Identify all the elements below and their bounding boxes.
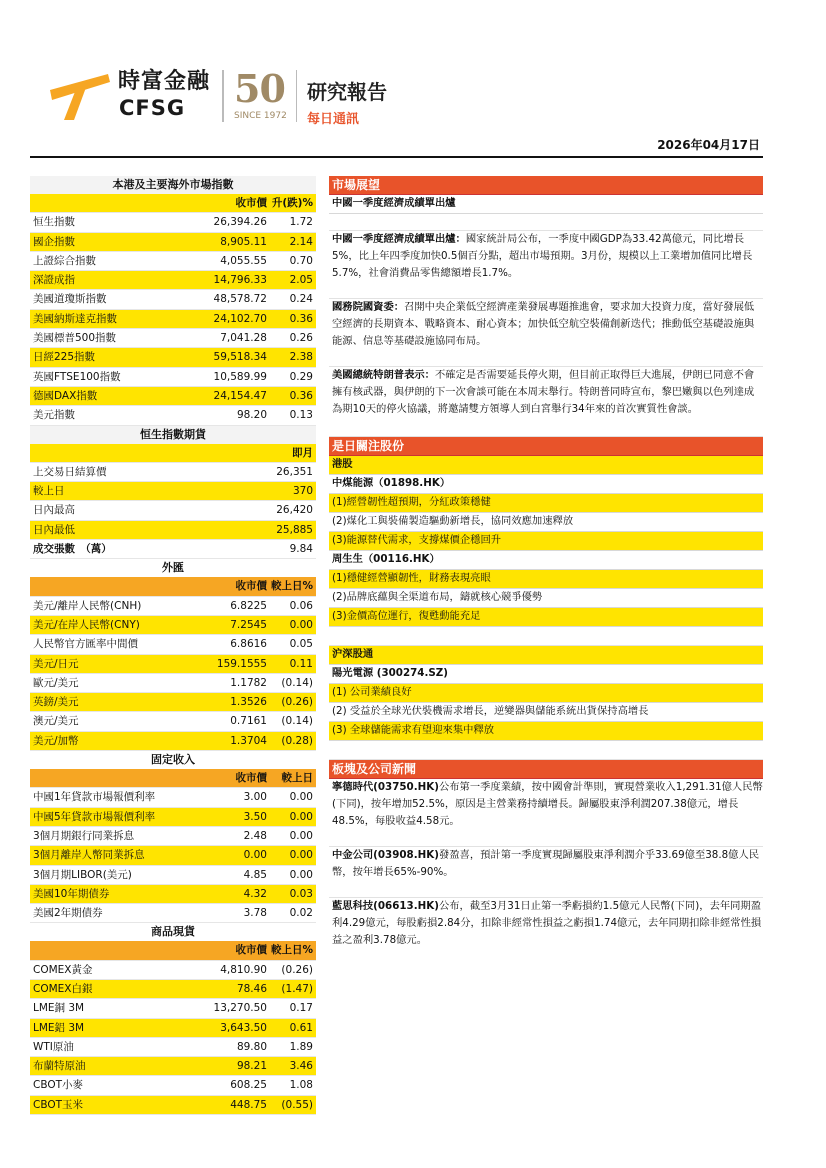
table-row	[30, 980, 316, 999]
row-label: 美元/在岸人民幣(CNY)	[33, 618, 140, 631]
row-change: 0.36	[289, 312, 313, 325]
row-value: 48,578.72	[213, 293, 267, 306]
paragraph-text: 國家統計局公布，一季度中國GDP為33.42萬億元，同比增長5%，比上年四季度加快0.5個百分點，超出市場預期。3月份，規模以上工業增加值同比增長5.7%，社會消費品零售總額增長1.7%。	[332, 233, 753, 279]
table-row	[30, 846, 316, 865]
row-label: 美國10年期債券	[33, 887, 110, 900]
table-row	[30, 674, 316, 693]
row-value: 6.8616	[230, 638, 267, 651]
brand-name-en: CFSG	[119, 96, 186, 120]
row-label: CBOT玉米	[33, 1098, 84, 1111]
outlook-paragraph	[329, 299, 763, 350]
table-row	[30, 961, 316, 980]
table-row	[30, 655, 316, 674]
col-header: 收市價	[235, 580, 267, 593]
news-item	[329, 898, 763, 949]
table-row	[30, 999, 316, 1018]
spacer	[329, 627, 763, 646]
commodities-title: 商品現貨	[30, 923, 316, 941]
row-change: 0.03	[289, 887, 313, 900]
spacer	[329, 741, 763, 760]
row-change: 1.89	[289, 1040, 313, 1053]
row-label: 英國FTSE100指數	[33, 370, 121, 383]
fixed-income-body	[30, 788, 316, 923]
report-title: 研究報告	[307, 80, 387, 104]
table-row	[30, 271, 316, 290]
row-value: 89.80	[236, 1040, 267, 1053]
stock-name: 中煤能源（01898.HK）	[329, 475, 763, 494]
row-label: 深證成指	[33, 274, 75, 287]
row-value: 448.75	[230, 1098, 267, 1111]
row-change: 0.05	[289, 638, 313, 651]
spacer	[329, 350, 763, 367]
row-label: LME鋁 3M	[33, 1021, 85, 1034]
outlook-paragraph	[329, 367, 763, 418]
table-row	[30, 827, 316, 846]
indices-title: 本港及主要海外市場指數	[30, 176, 316, 194]
table-row	[30, 808, 316, 827]
commodities-header-row	[30, 941, 316, 960]
col-header: 較上日	[281, 772, 313, 785]
row-value: 159.1555	[216, 657, 267, 670]
table-row	[30, 387, 316, 406]
stock-name: 周生生（00116.HK）	[329, 551, 763, 570]
row-value: 3.50	[243, 810, 267, 823]
row-label: LME銅 3M	[33, 1002, 85, 1015]
row-change: 0.11	[289, 657, 313, 670]
stock-point: (2)品牌底蘊與全渠道布局，鑄就核心競爭優勢	[329, 589, 763, 608]
row-label: 日經225指數	[33, 351, 96, 364]
row-change: 0.26	[289, 332, 313, 345]
row-label: 恒生指數	[33, 216, 75, 229]
row-label: 3個月離岸人幣同業拆息	[33, 849, 145, 862]
row-change: 0.00	[289, 829, 313, 842]
stock-point: (3)能源替代需求，支撐煤價企穩回升	[329, 532, 763, 551]
row-label: 美國納斯達克指數	[33, 312, 117, 325]
row-value: 10,589.99	[213, 370, 267, 383]
table-row	[30, 1057, 316, 1076]
table-row	[30, 463, 316, 482]
fx-title: 外匯	[30, 559, 316, 577]
fx-header-row	[30, 577, 316, 596]
report-date: 2026年04月17日	[657, 138, 760, 152]
row-value: 24,102.70	[213, 312, 267, 325]
row-change: 0.24	[289, 293, 313, 306]
row-label: 美元指數	[33, 409, 75, 422]
news-text: 公布第一季度業績，按中國會計準則，實現營業收入1,291.31億人民幣(下同)，按年增加52.5%，原因是主營業務持續增長。歸屬股東淨利潤207.38億元，增長48.5%，每股收益4.58元。	[332, 781, 763, 827]
spacer	[329, 881, 763, 898]
futures-header-row	[30, 444, 316, 463]
row-value: 7,041.28	[220, 332, 267, 345]
stock-point: (1)經營韌性超預期，分紅政策穩健	[329, 494, 763, 513]
row-value: 1.3526	[230, 696, 267, 709]
report-subtitle: 每日通訊	[307, 112, 360, 127]
row-value: 14,796.33	[213, 274, 267, 287]
row-value: 0.7161	[230, 715, 267, 728]
row-label: 較上日	[33, 485, 65, 498]
row-label: COMEX黃金	[33, 963, 93, 976]
col-header: 即月	[292, 446, 313, 459]
row-change: 0.70	[289, 254, 313, 267]
row-value: 26,394.26	[213, 216, 267, 229]
row-label: COMEX白銀	[33, 982, 93, 995]
outlook-paragraphs	[329, 231, 763, 418]
row-label: 國企指數	[33, 235, 75, 248]
row-value: 9.84	[289, 543, 313, 556]
header-rule	[30, 156, 763, 158]
table-row	[30, 310, 316, 329]
table-row	[30, 521, 316, 540]
row-value: 2.48	[243, 829, 267, 842]
row-label: 美元/加幣	[33, 734, 79, 747]
col-header: 升(跌)%	[271, 197, 313, 209]
paragraph-lead: 國務院國資委：	[332, 301, 405, 313]
row-label: 上交易日結算價	[33, 465, 107, 478]
row-value: 7.2545	[230, 618, 267, 631]
row-value: 3,643.50	[220, 1021, 267, 1034]
row-value: 3.00	[243, 791, 267, 804]
row-value: 26,351	[276, 465, 313, 478]
spacer	[329, 282, 763, 299]
paragraph-lead: 中國一季度經濟成績單出爐：	[332, 233, 466, 245]
table-row	[30, 368, 316, 387]
paragraph-text: 不確定是否需要延長停火期，但目前正取得巨大進展，伊朗已同意不會擁有核武器，與伊朗的下一次會談可能在本周末舉行。特朗普同時宣布，黎巴嫩與以色列達成為期10天的停火協議，將邀請雙方領導人到白宮舉行34年來的首次實質性會談。	[332, 369, 755, 415]
row-change: (0.26)	[281, 963, 313, 976]
row-value: 98.20	[236, 409, 267, 422]
row-change: 0.17	[289, 1002, 313, 1015]
stock-point: (3)金價高位運行，復甦動能充足	[329, 608, 763, 627]
commentary-column	[329, 176, 763, 949]
table-row	[30, 1096, 316, 1115]
table-row	[30, 712, 316, 731]
table-row	[30, 252, 316, 271]
table-row	[30, 788, 316, 807]
spacer	[329, 214, 763, 231]
col-header: 收市價	[235, 197, 267, 209]
row-value: 78.46	[236, 982, 267, 995]
table-row	[30, 348, 316, 367]
table-row	[30, 290, 316, 309]
spacer	[329, 418, 763, 437]
row-change: 0.61	[289, 1021, 313, 1034]
row-label: 歐元/美元	[33, 676, 79, 689]
table-row	[30, 693, 316, 712]
futures-body	[30, 463, 316, 559]
news-item	[329, 847, 763, 881]
row-change: 2.14	[289, 235, 313, 248]
row-value: 59,518.34	[213, 351, 267, 364]
table-row	[30, 540, 316, 559]
row-value: 0.00	[243, 849, 267, 862]
row-value: 4.85	[243, 868, 267, 881]
table-row	[30, 597, 316, 616]
row-change: 0.00	[289, 810, 313, 823]
row-value: 26,420	[276, 504, 313, 517]
row-value: 608.25	[230, 1079, 267, 1092]
row-label: 日內最高	[33, 504, 75, 517]
news-text: 發盈喜，預計第一季度實現歸屬股東淨利潤介乎33.69億至38.8億人民幣，按年增長65%-90%。	[332, 849, 760, 878]
row-change: (0.14)	[281, 676, 313, 689]
row-label: 德國DAX指數	[33, 389, 98, 402]
row-value: 1.3704	[230, 734, 267, 747]
row-change: 0.36	[289, 389, 313, 402]
row-label: 上證綜合指數	[33, 254, 96, 267]
row-label: 3個月期銀行同業拆息	[33, 829, 135, 842]
row-change: 1.08	[289, 1079, 313, 1092]
table-row	[30, 1038, 316, 1057]
col-header: 收市價	[235, 772, 267, 785]
stocks-title: 是日關注股份	[329, 437, 763, 456]
spacer	[329, 830, 763, 847]
header-divider	[296, 70, 297, 122]
row-change: (0.14)	[281, 715, 313, 728]
table-row	[30, 635, 316, 654]
news-item	[329, 779, 763, 830]
outlook-title: 市場展望	[329, 176, 763, 195]
row-change: 0.02	[289, 907, 313, 920]
row-label: 成交張數 （萬）	[33, 543, 112, 556]
row-label: 美元/日元	[33, 657, 79, 670]
col-header: 較上日%	[270, 944, 313, 957]
news-text: 公布，截至3月31日止第一季虧損約1.5億元人民幣(下同)，去年同期盈利4.29億元，每股虧損2.84分，扣除非經常性損益之虧損1.74億元，去年同期扣除非經常性損益之盈利3.78億元。	[332, 900, 762, 946]
fixed-income-header-row	[30, 769, 316, 788]
col-header: 較上日%	[270, 580, 313, 593]
stock-point: (1)穩健經營顯韌性，財務表現亮眼	[329, 570, 763, 589]
row-value: 13,270.50	[213, 1002, 267, 1015]
row-label: CBOT小麥	[33, 1079, 84, 1092]
futures-title: 恒生指數期貨	[30, 426, 316, 444]
row-change: 0.06	[289, 599, 313, 612]
col-header: 收市價	[235, 944, 267, 957]
row-value: 1.1782	[230, 676, 267, 689]
row-label: 人民幣官方匯率中間價	[33, 638, 138, 651]
stock-name: 陽光電源 (300274.SZ)	[329, 665, 763, 684]
row-label: 英鎊/美元	[33, 696, 79, 709]
row-change: 0.00	[289, 618, 313, 631]
cfsg-logo-icon	[48, 70, 118, 122]
row-change: 0.00	[289, 868, 313, 881]
row-change: (1.47)	[281, 982, 313, 995]
outlook-paragraph	[329, 231, 763, 282]
table-row	[30, 482, 316, 501]
stock-point: (3) 全球儲能需求有望迎來集中釋放	[329, 722, 763, 741]
row-change: 0.29	[289, 370, 313, 383]
anniversary-mark: 50	[234, 66, 285, 111]
row-change: 3.46	[289, 1060, 313, 1073]
header-divider	[222, 70, 224, 122]
market-tables	[30, 176, 316, 1115]
news-company: 寧德時代(03750.HK)	[332, 781, 439, 793]
row-label: 3個月期LIBOR(美元)	[33, 868, 132, 881]
hk-stocks-list	[329, 475, 763, 627]
row-value: 4,810.90	[220, 963, 267, 976]
row-change: 1.72	[289, 216, 313, 229]
row-label: 布蘭特原油	[33, 1060, 86, 1073]
row-change: (0.26)	[281, 696, 313, 709]
row-change: 2.38	[289, 351, 313, 364]
row-value: 25,885	[276, 523, 313, 536]
table-row	[30, 213, 316, 232]
row-value: 3.78	[243, 907, 267, 920]
row-change: 0.00	[289, 791, 313, 804]
a-stocks-list	[329, 665, 763, 741]
table-row	[30, 616, 316, 635]
row-label: 美元/離岸人民幣(CNH)	[33, 599, 142, 612]
hk-stocks-label: 港股	[329, 456, 763, 475]
row-value: 370	[292, 485, 313, 498]
stock-point: (2)煤化工與裝備製造驅動新增長，協同效應加速釋放	[329, 513, 763, 532]
brand-name-zh: 時富金融	[118, 69, 211, 94]
indices-header-row	[30, 194, 316, 213]
row-label: 日內最低	[33, 523, 75, 536]
report-header	[0, 0, 826, 152]
table-row	[30, 732, 316, 751]
row-label: 美國標普500指數	[33, 332, 117, 345]
row-value: 4.32	[243, 887, 267, 900]
paragraph-lead: 美國總統特朗普表示：	[332, 369, 435, 381]
indices-body	[30, 213, 316, 425]
row-value: 24,154.47	[213, 389, 267, 402]
table-row	[30, 233, 316, 252]
news-title: 板塊及公司新聞	[329, 760, 763, 779]
row-label: 澳元/美元	[33, 715, 79, 728]
table-row	[30, 904, 316, 923]
stock-point: (1) 公司業績良好	[329, 684, 763, 703]
row-change: 2.05	[289, 274, 313, 287]
row-change: (0.55)	[281, 1098, 313, 1111]
fx-body	[30, 597, 316, 751]
table-row	[30, 866, 316, 885]
row-label: 美國道瓊斯指數	[33, 293, 107, 306]
row-label: WTI原油	[33, 1040, 74, 1053]
paragraph-text: 召開中央企業低空經濟產業發展專題推進會，要求加大投資力度，當好發展低空經濟的長期資本、戰略資本、耐心資本；加快低空航空裝備創新迭代；推動低空基礎設施與能源、信息等基礎設施協同布局。	[332, 301, 755, 347]
table-row	[30, 1076, 316, 1095]
row-change: (0.28)	[281, 734, 313, 747]
fixed-income-title: 固定收入	[30, 751, 316, 769]
row-value: 98.21	[236, 1060, 267, 1073]
row-change: 0.13	[289, 409, 313, 422]
stock-point: (2) 受益於全球光伏裝機需求增長，逆變器與儲能系統出貨保持高增長	[329, 703, 763, 722]
news-company: 藍思科技(06613.HK)	[332, 900, 439, 912]
table-row	[30, 329, 316, 348]
news-list	[329, 779, 763, 949]
table-row	[30, 885, 316, 904]
row-label: 美國2年期債券	[33, 907, 103, 920]
row-value: 8,905.11	[220, 235, 267, 248]
table-row	[30, 1019, 316, 1038]
since-label: SINCE 1972	[234, 111, 287, 121]
table-row	[30, 406, 316, 425]
a-stocks-label: 沪深股通	[329, 646, 763, 665]
commodities-body	[30, 961, 316, 1115]
news-company: 中金公司(03908.HK)	[332, 849, 439, 861]
row-label: 中國5年貸款市場報價利率	[33, 810, 156, 823]
row-value: 4,055.55	[220, 254, 267, 267]
outlook-headline: 中國一季度經濟成績單出爐	[329, 195, 763, 214]
row-value: 6.8225	[230, 599, 267, 612]
row-change: 0.00	[289, 849, 313, 862]
row-label: 中國1年貸款市場報價利率	[33, 791, 156, 804]
table-row	[30, 501, 316, 520]
